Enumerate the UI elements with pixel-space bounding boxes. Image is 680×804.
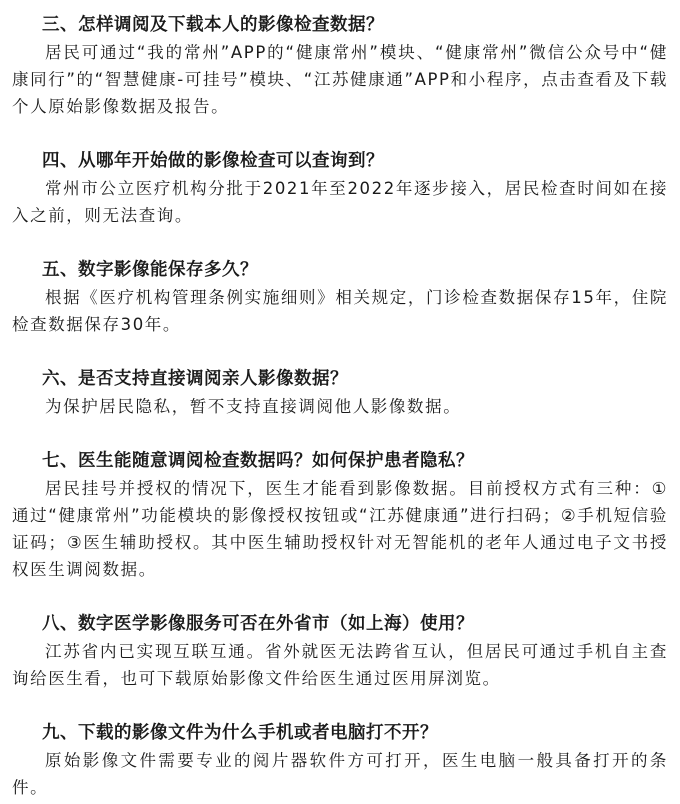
faq-question: 七、医生能随意调阅检查数据吗？如何保护患者隐私？ [42, 451, 474, 471]
faq-question: 五、数字影像能保存多久？ [42, 260, 258, 280]
faq-section-4 [12, 148, 668, 229]
faq-section-3 [12, 12, 668, 120]
faq-answer: 居民挂号并授权的情况下，医生才能看到影像数据。目前授权方式有三种：①通过“健康常州”功能模块的影像授权按钮或“江苏健康通”进行扫码；②手机短信验证码；③医生辅助授权。其中医生辅助授权针对无智能机的老年人通过电子文书授权医生调阅数据。 [12, 479, 668, 579]
faq-answer: 为保护居民隐私，暂不支持直接调阅他人影像数据。 [45, 397, 462, 416]
faq-answer: 常州市公立医疗机构分批于2021年至2022年逐步接入，居民检查时间如在接入之前，则无法查询。 [12, 179, 668, 225]
faq-section-5 [12, 257, 668, 338]
faq-question: 八、数字医学影像服务可否在外省市（如上海）使用？ [42, 614, 474, 634]
faq-section-6 [12, 366, 668, 420]
faq-section-8 [12, 611, 668, 692]
faq-answer: 居民可通过“我的常州”APP的“健康常州”模块、“健康常州”微信公众号中“健康同行”的“智慧健康-可挂号”模块、“江苏健康通”APP和小程序，点击查看及下载个人原始影像数据及报告。 [12, 43, 668, 116]
faq-question: 四、从哪年开始做的影像检查可以查询到？ [42, 151, 384, 171]
faq-question: 六、是否支持直接调阅亲人影像数据？ [42, 369, 348, 389]
faq-answer: 江苏省内已实现互联互通。省外就医无法跨省互认，但居民可通过手机自主查询给医生看，也可下载原始影像文件给医生通过医用屏浏览。 [12, 642, 668, 688]
faq-question: 九、下载的影像文件为什么手机或者电脑打不开？ [42, 723, 438, 743]
faq-answer: 根据《医疗机构管理条例实施细则》相关规定，门诊检查数据保存15年，住院检查数据保存30年。 [12, 288, 668, 334]
faq-section-9 [12, 720, 668, 801]
faq-question: 三、怎样调阅及下载本人的影像检查数据？ [42, 15, 384, 35]
faq-section-7 [12, 448, 668, 583]
faq-answer: 原始影像文件需要专业的阅片器软件方可打开，医生电脑一般具备打开的条件。 [12, 751, 668, 797]
